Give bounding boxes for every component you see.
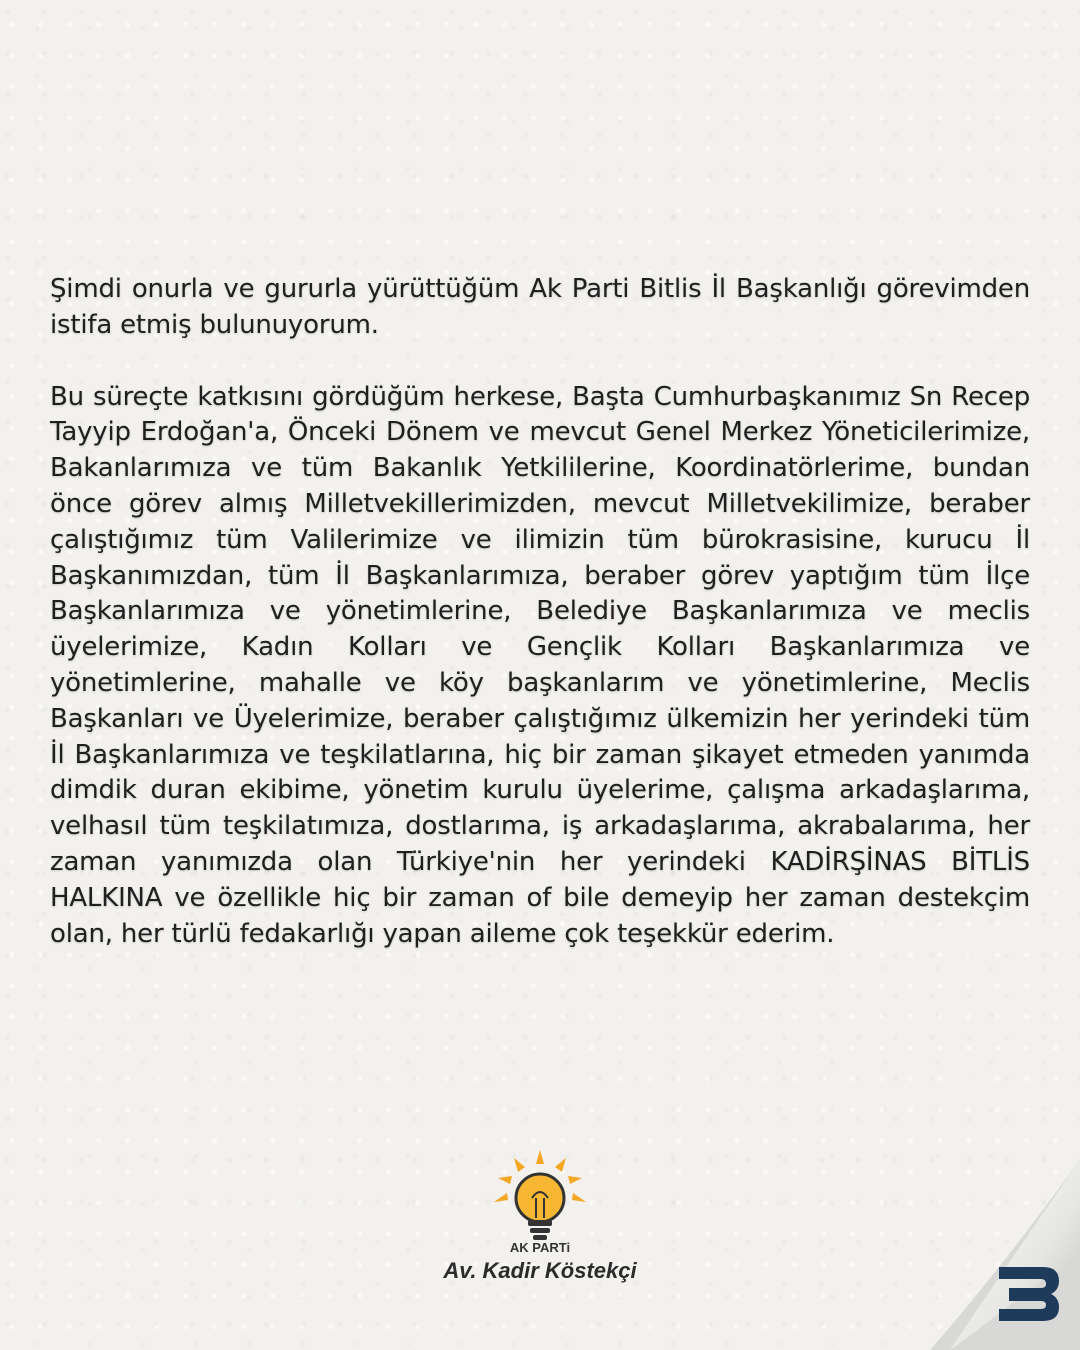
b-letter-brand-icon	[995, 1263, 1063, 1325]
letter-body	[50, 272, 1030, 952]
party-label: AK PARTi	[509, 1240, 571, 1255]
letter-paragraph-1: Şimdi onurla ve gururla yürüttüğüm Ak Parti Bitlis İl Başkanlığı görevimden istifa etmiş bulunuyorum.	[50, 274, 1030, 340]
letter-paragraph-2: Bu süreçte katkısını gördüğüm herkese, Başta Cumhurbaşkanımız Sn Recep Tayyip Erdoğan'a, Önceki Dönem ve mevcut Genel Merkez Yöneticilerimize, Bakanlarımıza ve tüm Bakanlık Yetkililerine, Koordinatörlerime, bundan önce görev almış Milletvekillerimizden, mevcut Milletvekilimize, beraber çalıştığımız tüm Valilerimize ve ilimizin tüm bürokrasisine, kurucu İl Başkanımızdan, tüm İl Başkanlarımıza, beraber görev yaptığım tüm İlçe Başkanlarımıza ve yönetimlerine, Belediye Başkanlarımıza ve meclis üyelerimize, Kadın Kolları ve Gençlik Kolları Başkanlarımıza ve yönetimlerine, mahalle ve köy başkanlarım ve yönetimlerine, Meclis Başkanları ve Üyelerimize, beraber çalıştığımız ülkemizin her yerindeki tüm İl Başkanlarımıza ve teşkilatlarına, hiç bir zaman şikayet etmeden yanımda dimdik duran ekibime, yönetim kurulu üyelerime, çalışma arkadaşlarıma, velhasıl tüm teşkilatımıza, dostlarıma, iş arkadaşlarıma, akrabalarıma, her zaman yanımızda olan Türkiye'nin her yerindeki KADİRŞİNAS BİTLİS HALKINA ve özellikle hiç bir zaman of bile demeyip her zaman destekçim olan, her türlü fedakarlığı yapan aileme çok teşekkür ederim.	[50, 381, 1030, 949]
signature: Av. Kadir Köstekçi	[443, 1258, 637, 1283]
